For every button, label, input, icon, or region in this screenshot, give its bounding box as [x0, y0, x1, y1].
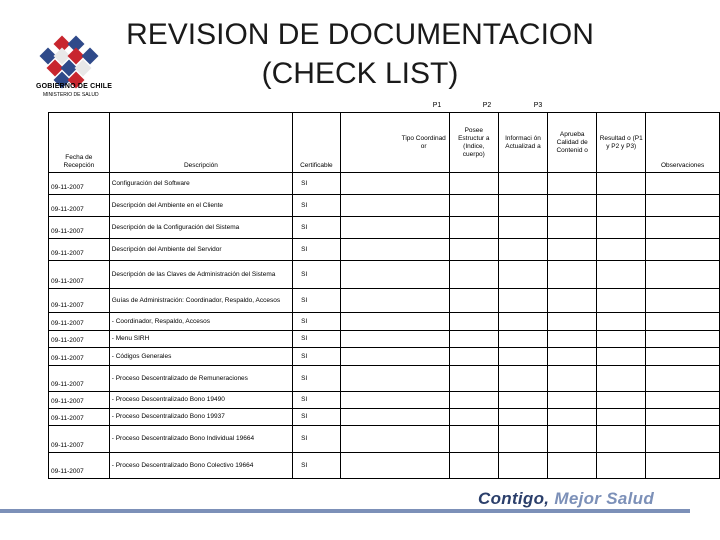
row-fecha: 09-11-2007	[49, 239, 110, 261]
row-resultado	[597, 217, 646, 239]
row-informacion	[498, 217, 547, 239]
header-tipo-label: Tipo Coordinad or	[401, 134, 446, 150]
row-informacion	[498, 426, 547, 453]
row-descripcion: - Códigos Generales	[109, 348, 292, 366]
header-row	[49, 113, 720, 173]
row-resultado	[597, 331, 646, 348]
row-certificable: SI	[293, 173, 340, 195]
row-observaciones	[646, 348, 720, 366]
row-certificable: SI	[293, 289, 340, 313]
row-tipo	[340, 426, 449, 453]
phase-label-p2: P2	[482, 102, 492, 109]
row-descripcion: - Proceso Descentralizado Bono 19490	[109, 392, 292, 409]
row-observaciones	[646, 453, 720, 479]
row-resultado	[597, 173, 646, 195]
header-fecha: Fecha de Recepción	[49, 113, 110, 173]
row-tipo	[340, 261, 449, 289]
row-certificable: SI	[293, 392, 340, 409]
row-tipo	[340, 392, 449, 409]
row-certificable: SI	[293, 331, 340, 348]
row-resultado	[597, 348, 646, 366]
row-resultado	[597, 239, 646, 261]
table-row	[49, 195, 720, 217]
row-posee	[449, 313, 498, 331]
slogan-part2: Mejor Salud	[554, 489, 655, 508]
row-aprueba	[548, 217, 597, 239]
table-row	[49, 409, 720, 426]
footer-divider	[0, 509, 690, 513]
row-resultado	[597, 392, 646, 409]
row-informacion	[498, 366, 547, 392]
row-aprueba	[548, 392, 597, 409]
row-fecha: 09-11-2007	[49, 195, 110, 217]
row-tipo	[340, 289, 449, 313]
table-row	[49, 426, 720, 453]
row-posee	[449, 366, 498, 392]
table-row	[49, 366, 720, 392]
row-posee	[449, 426, 498, 453]
row-tipo	[340, 348, 449, 366]
row-fecha: 09-11-2007	[49, 313, 110, 331]
row-fecha: 09-11-2007	[49, 261, 110, 289]
header-resultado: Resultad o (P1 y P2 y P3)	[597, 113, 646, 173]
row-observaciones	[646, 366, 720, 392]
row-posee	[449, 289, 498, 313]
row-aprueba	[548, 366, 597, 392]
row-aprueba	[548, 348, 597, 366]
row-descripcion: Descripción de la Configuración del Sistema	[109, 217, 292, 239]
row-posee	[449, 409, 498, 426]
footer-slogan	[478, 489, 654, 509]
row-fecha: 09-11-2007	[49, 426, 110, 453]
checklist-table	[48, 112, 720, 479]
row-aprueba	[548, 331, 597, 348]
row-observaciones	[646, 426, 720, 453]
row-tipo	[340, 195, 449, 217]
row-informacion	[498, 195, 547, 217]
page-subtitle: (CHECK LIST)	[261, 57, 459, 90]
row-aprueba	[548, 313, 597, 331]
row-observaciones	[646, 173, 720, 195]
row-posee	[449, 348, 498, 366]
row-informacion	[498, 392, 547, 409]
row-descripcion: - Proceso Descentralizado Bono Colectivo 19664	[109, 453, 292, 479]
row-aprueba	[548, 453, 597, 479]
row-descripcion: Descripción del Ambiente en el Cliente	[109, 195, 292, 217]
table-row	[49, 313, 720, 331]
row-posee	[449, 239, 498, 261]
row-tipo	[340, 173, 449, 195]
row-informacion	[498, 239, 547, 261]
logo-text-gobierno: GOBIERNO DE CHILE	[36, 83, 113, 90]
row-descripcion: - Proceso Descentralizado de Remuneraciones	[109, 366, 292, 392]
row-descripcion: - Proceso Descentralizado Bono Individual 19664	[109, 426, 292, 453]
row-aprueba	[548, 195, 597, 217]
table-row	[49, 331, 720, 348]
row-posee	[449, 173, 498, 195]
header-observaciones: Observaciones	[646, 113, 720, 173]
row-tipo	[340, 313, 449, 331]
row-informacion	[498, 289, 547, 313]
row-posee	[449, 195, 498, 217]
table-row	[49, 453, 720, 479]
page-title: REVISION DE DOCUMENTACION	[126, 18, 594, 51]
row-informacion	[498, 261, 547, 289]
row-posee	[449, 261, 498, 289]
row-informacion	[498, 453, 547, 479]
row-informacion	[498, 313, 547, 331]
row-fecha: 09-11-2007	[49, 409, 110, 426]
row-posee	[449, 392, 498, 409]
row-certificable: SI	[293, 313, 340, 331]
row-tipo	[340, 331, 449, 348]
row-certificable: SI	[293, 195, 340, 217]
row-resultado	[597, 195, 646, 217]
row-tipo	[340, 453, 449, 479]
row-descripcion: Guías de Administración: Coordinador, Respaldo, Accesos	[109, 289, 292, 313]
row-tipo	[340, 409, 449, 426]
row-observaciones	[646, 239, 720, 261]
row-tipo	[340, 217, 449, 239]
table-row	[49, 217, 720, 239]
row-observaciones	[646, 409, 720, 426]
row-certificable: SI	[293, 409, 340, 426]
row-tipo	[340, 239, 449, 261]
row-certificable: SI	[293, 366, 340, 392]
row-aprueba	[548, 409, 597, 426]
logo-text-ministerio: MINISTERIO DE SALUD	[43, 92, 99, 98]
row-resultado	[597, 261, 646, 289]
row-aprueba	[548, 426, 597, 453]
header-descripcion: Descripción	[109, 113, 292, 173]
row-descripcion: Configuración del Software	[109, 173, 292, 195]
row-resultado	[597, 409, 646, 426]
header-tipo	[340, 113, 449, 173]
table-row	[49, 392, 720, 409]
row-observaciones	[646, 289, 720, 313]
row-aprueba	[548, 239, 597, 261]
row-informacion	[498, 331, 547, 348]
header-aprueba: Aprueba Calidad de Contenid o	[548, 113, 597, 173]
table-row	[49, 239, 720, 261]
row-posee	[449, 331, 498, 348]
row-resultado	[597, 313, 646, 331]
row-informacion	[498, 173, 547, 195]
row-descripcion: Descripción de las Claves de Administración del Sistema	[109, 261, 292, 289]
table-row	[49, 173, 720, 195]
row-observaciones	[646, 313, 720, 331]
row-certificable: SI	[293, 426, 340, 453]
row-aprueba	[548, 173, 597, 195]
row-certificable: SI	[293, 239, 340, 261]
phase-label-p3: P3	[533, 102, 543, 109]
row-fecha: 09-11-2007	[49, 348, 110, 366]
row-fecha: 09-11-2007	[49, 331, 110, 348]
row-certificable: SI	[293, 261, 340, 289]
row-descripcion: - Coordinador, Respaldo, Accesos	[109, 313, 292, 331]
row-tipo	[340, 366, 449, 392]
row-aprueba	[548, 261, 597, 289]
row-observaciones	[646, 195, 720, 217]
row-informacion	[498, 409, 547, 426]
row-fecha: 09-11-2007	[49, 366, 110, 392]
row-fecha: 09-11-2007	[49, 289, 110, 313]
row-posee	[449, 217, 498, 239]
row-descripcion: - Proceso Descentralizado Bono 19937	[109, 409, 292, 426]
row-certificable: SI	[293, 348, 340, 366]
row-observaciones	[646, 217, 720, 239]
row-observaciones	[646, 392, 720, 409]
row-resultado	[597, 453, 646, 479]
row-descripcion: - Menu SIRH	[109, 331, 292, 348]
table-row	[49, 289, 720, 313]
row-observaciones	[646, 331, 720, 348]
header-posee: Posee Estructur a (Indice, cuerpo)	[449, 113, 498, 173]
header-informacion: Informaci ón Actualizad a	[498, 113, 547, 173]
row-certificable: SI	[293, 453, 340, 479]
row-resultado	[597, 426, 646, 453]
row-aprueba	[548, 289, 597, 313]
row-resultado	[597, 366, 646, 392]
row-certificable: SI	[293, 217, 340, 239]
row-fecha: 09-11-2007	[49, 173, 110, 195]
row-descripcion: Descripción del Ambiente del Servidor	[109, 239, 292, 261]
row-fecha: 09-11-2007	[49, 217, 110, 239]
row-informacion	[498, 348, 547, 366]
phase-label-p1: P1	[432, 102, 442, 109]
row-resultado	[597, 289, 646, 313]
table-row	[49, 348, 720, 366]
row-observaciones	[646, 261, 720, 289]
header-certificable: Certificable	[293, 113, 340, 173]
row-fecha: 09-11-2007	[49, 453, 110, 479]
table-row	[49, 261, 720, 289]
row-posee	[449, 453, 498, 479]
slogan-part1: Contigo,	[478, 489, 550, 508]
row-fecha: 09-11-2007	[49, 392, 110, 409]
